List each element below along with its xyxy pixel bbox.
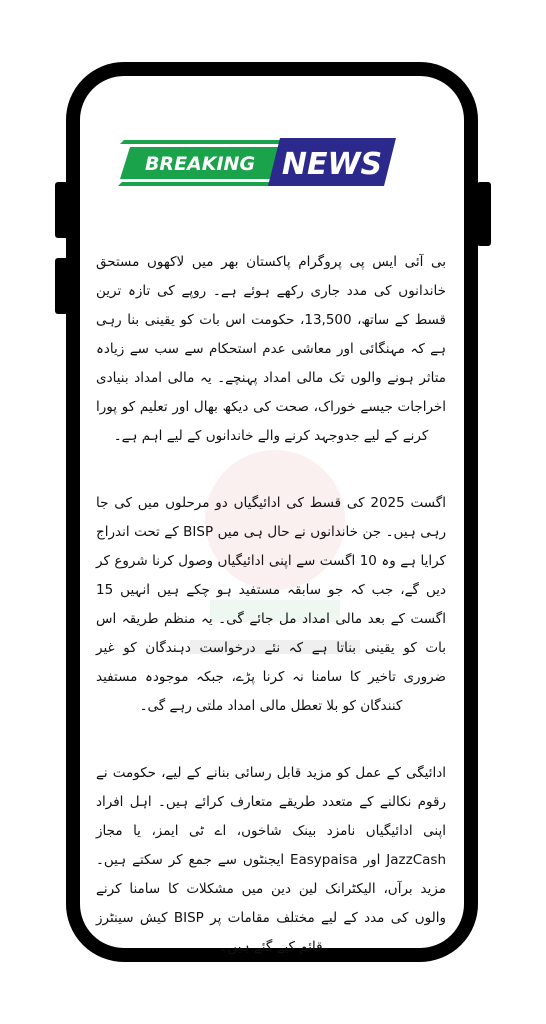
phone-power-button bbox=[477, 182, 491, 246]
news-text: NEWS bbox=[281, 147, 383, 182]
breaking-text: BREAKING bbox=[144, 153, 256, 175]
article-paragraph-1: بی آئی ایس پی پروگرام پاکستان بھر میں لاکھوں مستحق خاندانوں کی مدد جاری رکھے ہوئے ہے۔ روپے کی تازہ ترین قسط کے ساتھ، 13,500، حکومت اس بات کو یقینی بنا رہی ہے کہ مہنگائی اور معاشی عدم استحکام سے سب سے زیادہ متاثر ہونے والوں تک مالی امداد پہنچے۔ یہ مالی امداد بنیادی اخراجات جیسے خوراک، صحت کی دیکھ بھال اور تعلیم کو پورا کرنے کے لیے جدوجہد کرنے والے خاندانوں کے لیے اہم ہے۔ bbox=[96, 254, 447, 444]
article-body bbox=[96, 248, 446, 1000]
breaking-news-graphic bbox=[118, 136, 398, 188]
article-paragraph-2: اگست 2025 کی قسط کی ادائیگیاں دو مرحلوں میں کی جا رہی ہیں۔ جن خاندانوں نے حال ہی میں BISP کے تحت اندراج کرایا ہے وہ 10 اگست سے اپنی ادائیگیاں وصول کرنا شروع کر دیں گے، جب کہ جو سابقہ مستفید ہو چکے ہیں انہیں 15 اگست کے بعد مالی امداد مل جائے گی۔ یہ منظم طریقہ اس بات کو یقینی بناتا ہے کہ نئے درخواست دہندگان کو غیر ضروری تاخیر کا سامنا نہ کرنا پڑے، جبکہ موجودہ مستفید کنندگان کو بلا تعطل مالی امداد ملتی رہے گی۔ bbox=[96, 495, 446, 714]
breaking-news-banner bbox=[118, 136, 398, 188]
article-paragraph-3: ادائیگی کے عمل کو مزید قابل رسائی بنانے کے لیے، حکومت نے رقوم نکالنے کے متعدد طریقے متعارف کرائے ہیں۔ اہل افراد اپنی ادائیگیاں نامزد بینک شاخوں، اے ٹی ایمز، یا مجاز JazzCash اور Easypaisa ایجنٹوں سے جمع کر سکتے ہیں۔ مزید برآں، الیکٹرانک لین دین میں مشکلات کا سامنا کرنے والوں کی مدد کے لیے مختلف مقامات پر BISP کیش سینٹرز قائم کیے گئے ہیں۔ bbox=[96, 765, 446, 955]
banner-stripe-top bbox=[120, 140, 288, 144]
